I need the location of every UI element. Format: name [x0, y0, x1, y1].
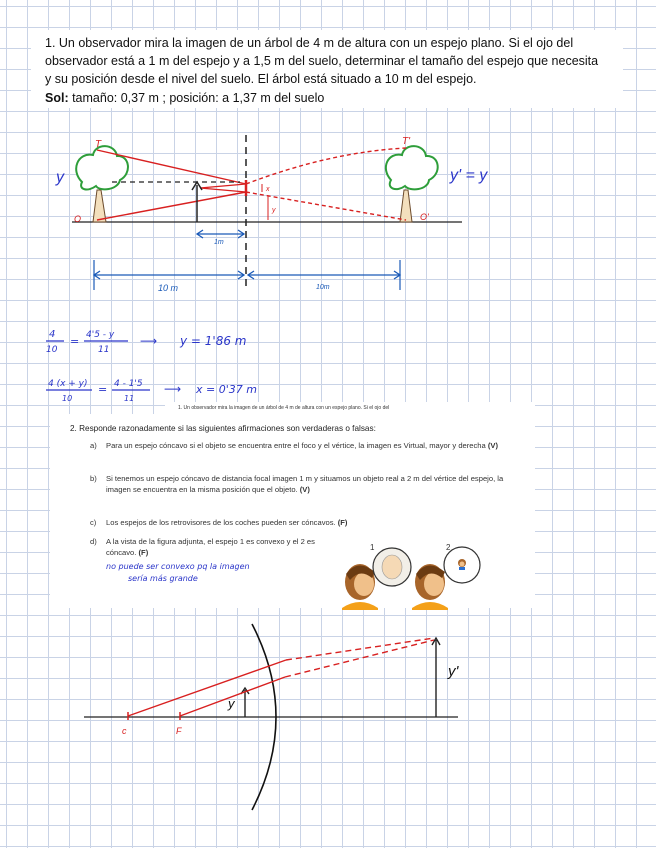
label-tree-top: T [95, 139, 102, 150]
mirror2-label: 2 [446, 543, 451, 552]
eq2-rhs-den: 11 [124, 394, 135, 403]
item-d-letter: d) [90, 537, 97, 546]
label-mirror-x: x [266, 186, 270, 193]
solution-label: Sol: [45, 91, 69, 105]
item-a-letter: a) [90, 441, 97, 450]
handwritten-note-line2: sería más grande [128, 574, 198, 583]
ray-c [128, 660, 286, 716]
svg-text:⟶: ⟶ [140, 334, 158, 348]
label-dist-1m: 1m [214, 239, 224, 246]
mirror1-label: 1 [370, 543, 375, 552]
eq2-lhs-den: 10 [62, 394, 73, 403]
label-image-base: O' [420, 212, 429, 222]
item-d-text: A la vista de la figura adjunta, el espejo 1 es convexo y el 2 es cóncavo. [106, 537, 315, 557]
problem2-tiny-header: 1. Un observador mira la imagen de un árbol de 4 m de altura con un espejo plano. Si el ojo del [178, 405, 390, 411]
label-tree-base: O [74, 214, 82, 224]
eq2-lhs-num: 4 (x + y) [48, 379, 88, 389]
item-d-answer: (F) [138, 547, 149, 557]
label-image-top: T' [402, 136, 411, 147]
svg-text:=: = [98, 383, 108, 396]
item-c-answer: (F) [337, 518, 348, 527]
label-y-prime: y' [448, 663, 459, 680]
item-a-text: Para un espejo cóncavo si el objeto se encuentra entre el foco y el vértice, la imagen es Virtual, mayor y derecha [106, 441, 486, 450]
item-b-letter: b) [90, 474, 97, 483]
eq1-rhs-den: 11 [98, 345, 110, 355]
problem2-title: 2. Responde razonadamente si las siguientes afirmaciones son verdaderas o falsas: [70, 424, 376, 433]
eq2-rhs-num: 4 - 1'5 [114, 379, 143, 389]
label-f: F [176, 726, 182, 736]
eq1-rhs-num: 4'5 - y [86, 330, 115, 340]
item-c-letter: c) [90, 518, 97, 527]
solution-text: tamaño: 0,37 m ; posición: a 1,37 m del suelo [68, 91, 325, 105]
label-dist-10m-left: 10 m [158, 283, 179, 293]
label-c: c [122, 726, 127, 736]
svg-text:⟶: ⟶ [164, 382, 182, 396]
eq1-result: y = 1'86 m [180, 334, 247, 348]
item-c-text: Los espejos de los retrovisores de los coches pueden ser cóncavos. [106, 518, 336, 527]
svg-text:=: = [70, 335, 80, 348]
label-mirror-y: y [272, 207, 276, 214]
item-b-answer: (V) [299, 484, 310, 494]
item-a-answer: (V) [487, 441, 499, 450]
eq1-lhs-num: 4 [49, 329, 56, 340]
label-y: y [228, 696, 235, 711]
label-image-equality: y' = y [450, 167, 488, 184]
eq1-lhs-den: 10 [46, 345, 58, 355]
virtual-ray-c [286, 638, 434, 660]
eq2-result: x = 0'37 m [196, 383, 257, 396]
label-height: y [56, 169, 64, 186]
handwritten-note-line1: no puede ser convexo pq la imagen [106, 562, 250, 571]
problem1-statement: 1. Un observador mira la imagen de un árbol de 4 m de altura con un espejo plano. Si el ojo del observador está a 1 m del espejo y a 1,5 m del suelo, determinar el tamaño del espejo que necesita y su posición desde el nivel del suelo. El árbol está situado a 10 m del espejo. [45, 36, 599, 86]
label-dist-10m-right: 10m [316, 284, 330, 291]
item-b-text: Si tenemos un espejo cóncavo de distancia focal imagen 1 m y situamos un objeto real a 2 m del vértice del espejo, la imagen se encuentra en la misma posición que el objeto. [106, 474, 504, 494]
virtual-ray-f [285, 640, 434, 677]
